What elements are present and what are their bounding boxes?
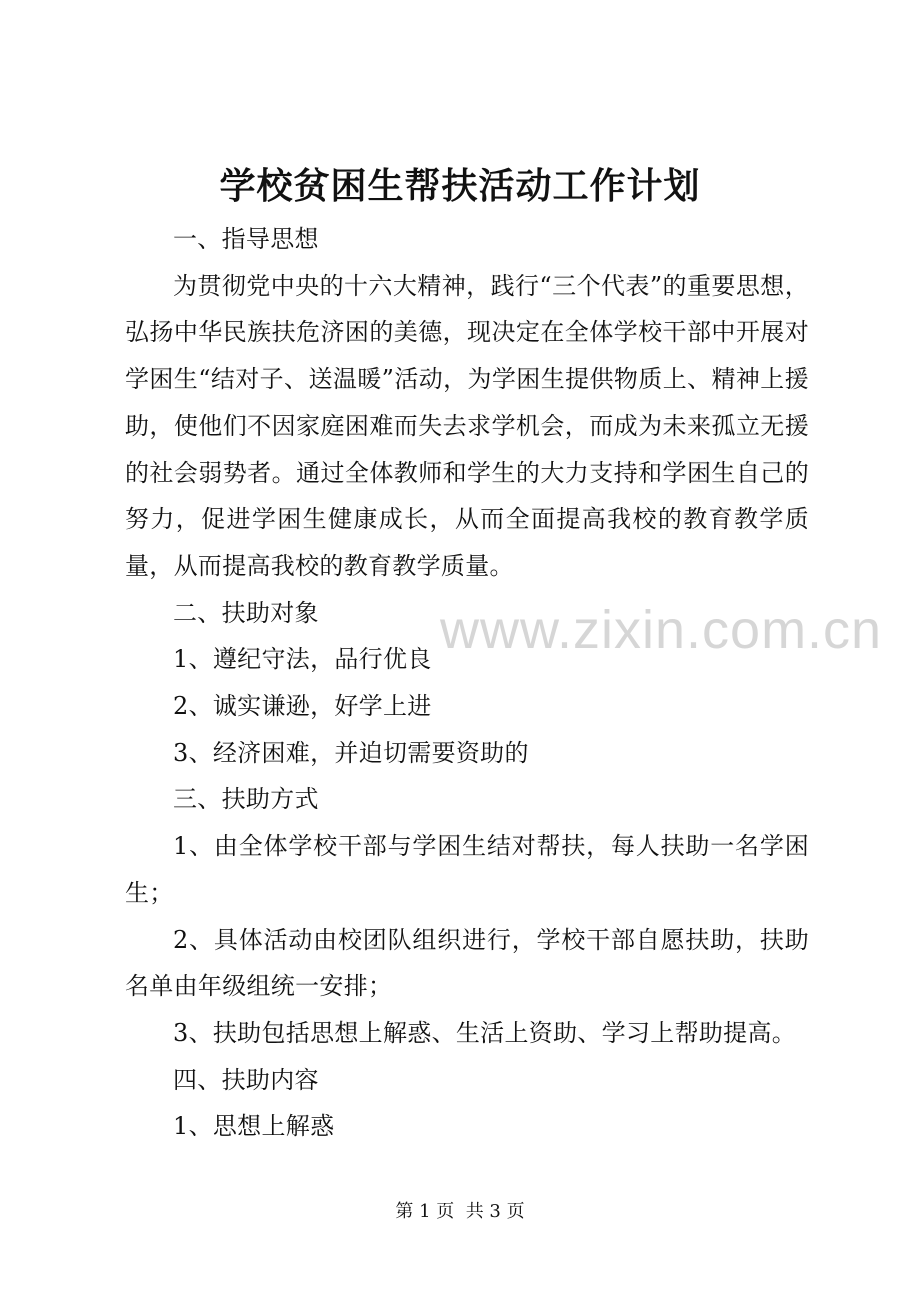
document-body [125,216,809,1150]
section-heading: 三、扶助方式 [173,785,319,814]
section-heading: 一、指导思想 [173,225,319,253]
section-heading: 二、扶助对象 [173,598,319,627]
body-paragraph: 为贯彻党中央的十六大精神，践行“三个代表”的重要思想，弘扬中华民族扶危济困的美德，现决定在全体学校干部中开展对学困生“结对子、送温暖”活动，为学困生提供物质上、精神上援助，使他们不因家庭困难而失去求学机会，而成为未来孤立无援的社会弱势者。通过全体教师和学生的大力支持和学困生自己的努力，促进学困生健康成长，从而全面提高我校的教育教学质量，从而提高我校的教育教学质量。 [125,271,809,580]
list-item: 1、由全体学校干部与学困生结对帮扶，每人扶助一名学困生； [125,832,809,907]
list-item: 3、扶助包括思想上解惑、生活上资助、学习上帮助提高。 [173,1018,797,1047]
list-item: 1、遵纪守法，品行优良 [173,645,432,674]
page-footer: 第 1 页 共 3 页 [395,1201,525,1222]
list-item: 3、经济困难，并迫切需要资助的 [173,738,529,767]
section-heading: 四、扶助内容 [173,1065,319,1094]
list-item: 1、思想上解惑 [173,1112,335,1141]
list-item: 2、具体活动由校团队组织进行，学校干部自愿扶助，扶助名单由年级组统一安排； [125,925,809,1001]
watermark: www.zixin.com.cn [440,600,883,660]
document-title: 学校贫困生帮扶活动工作计划 [219,165,701,207]
list-item: 2、诚实谦逊，好学上进 [173,692,432,721]
